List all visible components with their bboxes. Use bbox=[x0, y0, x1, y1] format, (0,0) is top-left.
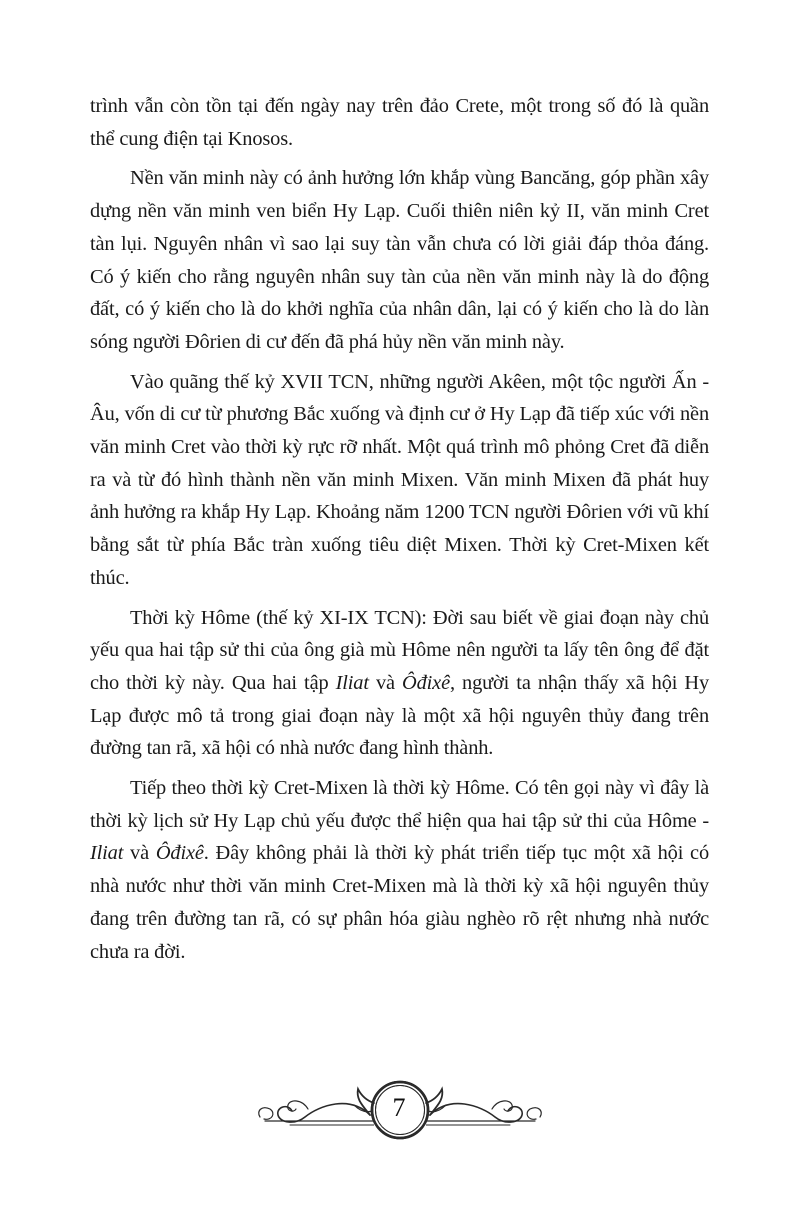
paragraph-text: , người ta nhận thấy xã hội Hy Lạp được mô tả trong giai đoạn này là một xã hội nguyên thủy đang trên đường tan rã, xã hội có nhà nước đang hình thành. bbox=[90, 671, 709, 760]
paragraph-text: trình vẫn còn tồn tại đến ngày nay trên đảo Crete, một trong số đó là quần thể cung điện tại Knosos. bbox=[90, 95, 709, 150]
paragraph-text: và bbox=[368, 671, 403, 694]
italic-title: Ôđixê bbox=[155, 842, 204, 865]
italic-title: Ôđixê bbox=[402, 671, 450, 694]
italic-title: Iliat bbox=[90, 842, 124, 865]
paragraph-text: và bbox=[123, 842, 156, 865]
paragraph bbox=[90, 366, 709, 595]
paragraph bbox=[90, 772, 709, 968]
paragraph bbox=[90, 602, 709, 766]
paragraph-text: Thời kỳ Hôme (thế kỷ XI-IX TCN): Đời sau biết về giai đoạn này chủ yếu qua hai tập sử thi của ông già mù Hôme nên người ta lấy tên ông để đặt cho thời kỳ này. Qua hai tập bbox=[90, 606, 709, 694]
page-body bbox=[90, 90, 709, 975]
italic-title: Iliat bbox=[335, 671, 369, 694]
paragraph-text: Vào quãng thế kỷ XVII TCN, những người Akêen, một tộc người Ấn - Âu, vốn di cư từ phương Bắc xuống và định cư ở Hy Lạp đã tiếp xúc với nền văn minh Cret vào thời kỳ rực rỡ nhất. Một quá trình mô phỏng Cret đã diễn ra và từ đó hình thành nền văn minh Mixen. Văn minh Mixen đã phát huy ảnh hưởng ra khắp Hy Lạp. Khoảng năm 1200 TCN người Đôrien với vũ khí bằng sắt từ phía Bắc tràn xuống tiêu diệt Mixen. Thời kỳ Cret-Mixen kết thúc. bbox=[90, 370, 709, 589]
paragraph-text: Tiếp theo thời kỳ Cret-Mixen là thời kỳ Hôme. Có tên gọi này vì đây là thời kỳ lịch sử Hy Lạp chủ yếu được thể hiện qua hai tập sử thi của Hôme - bbox=[90, 777, 709, 832]
paragraph-text: . Đây không phải là thời kỳ phát triển tiếp tục một xã hội có nhà nước như thời văn minh Cret-Mixen mà là thời kỳ xã hội nguyên thủy đang trên đường tan rã, có sự phân hóa giàu nghèo rõ rệt nhưng nhà nước chưa ra đời. bbox=[90, 842, 709, 963]
paragraph-text: Nền văn minh này có ảnh hưởng lớn khắp vùng Bancăng, góp phần xây dựng nền văn minh ven biển Hy Lạp. Cuối thiên niên kỷ II, văn minh Cret tàn lụi. Nguyên nhân vì sao lại suy tàn vẫn chưa có lời giải đáp thỏa đáng. Có ý kiến cho rằng nguyên nhân suy tàn của nền văn minh này là do động đất, có ý kiến cho là do khởi nghĩa của nhân dân, lại có ý kiến cho là do làn sóng người Đôrien di cư đến đã phá hủy nền văn minh này. bbox=[90, 167, 709, 353]
page-number: 7 bbox=[392, 1093, 406, 1122]
paragraph bbox=[90, 90, 709, 155]
paragraph bbox=[90, 162, 709, 358]
